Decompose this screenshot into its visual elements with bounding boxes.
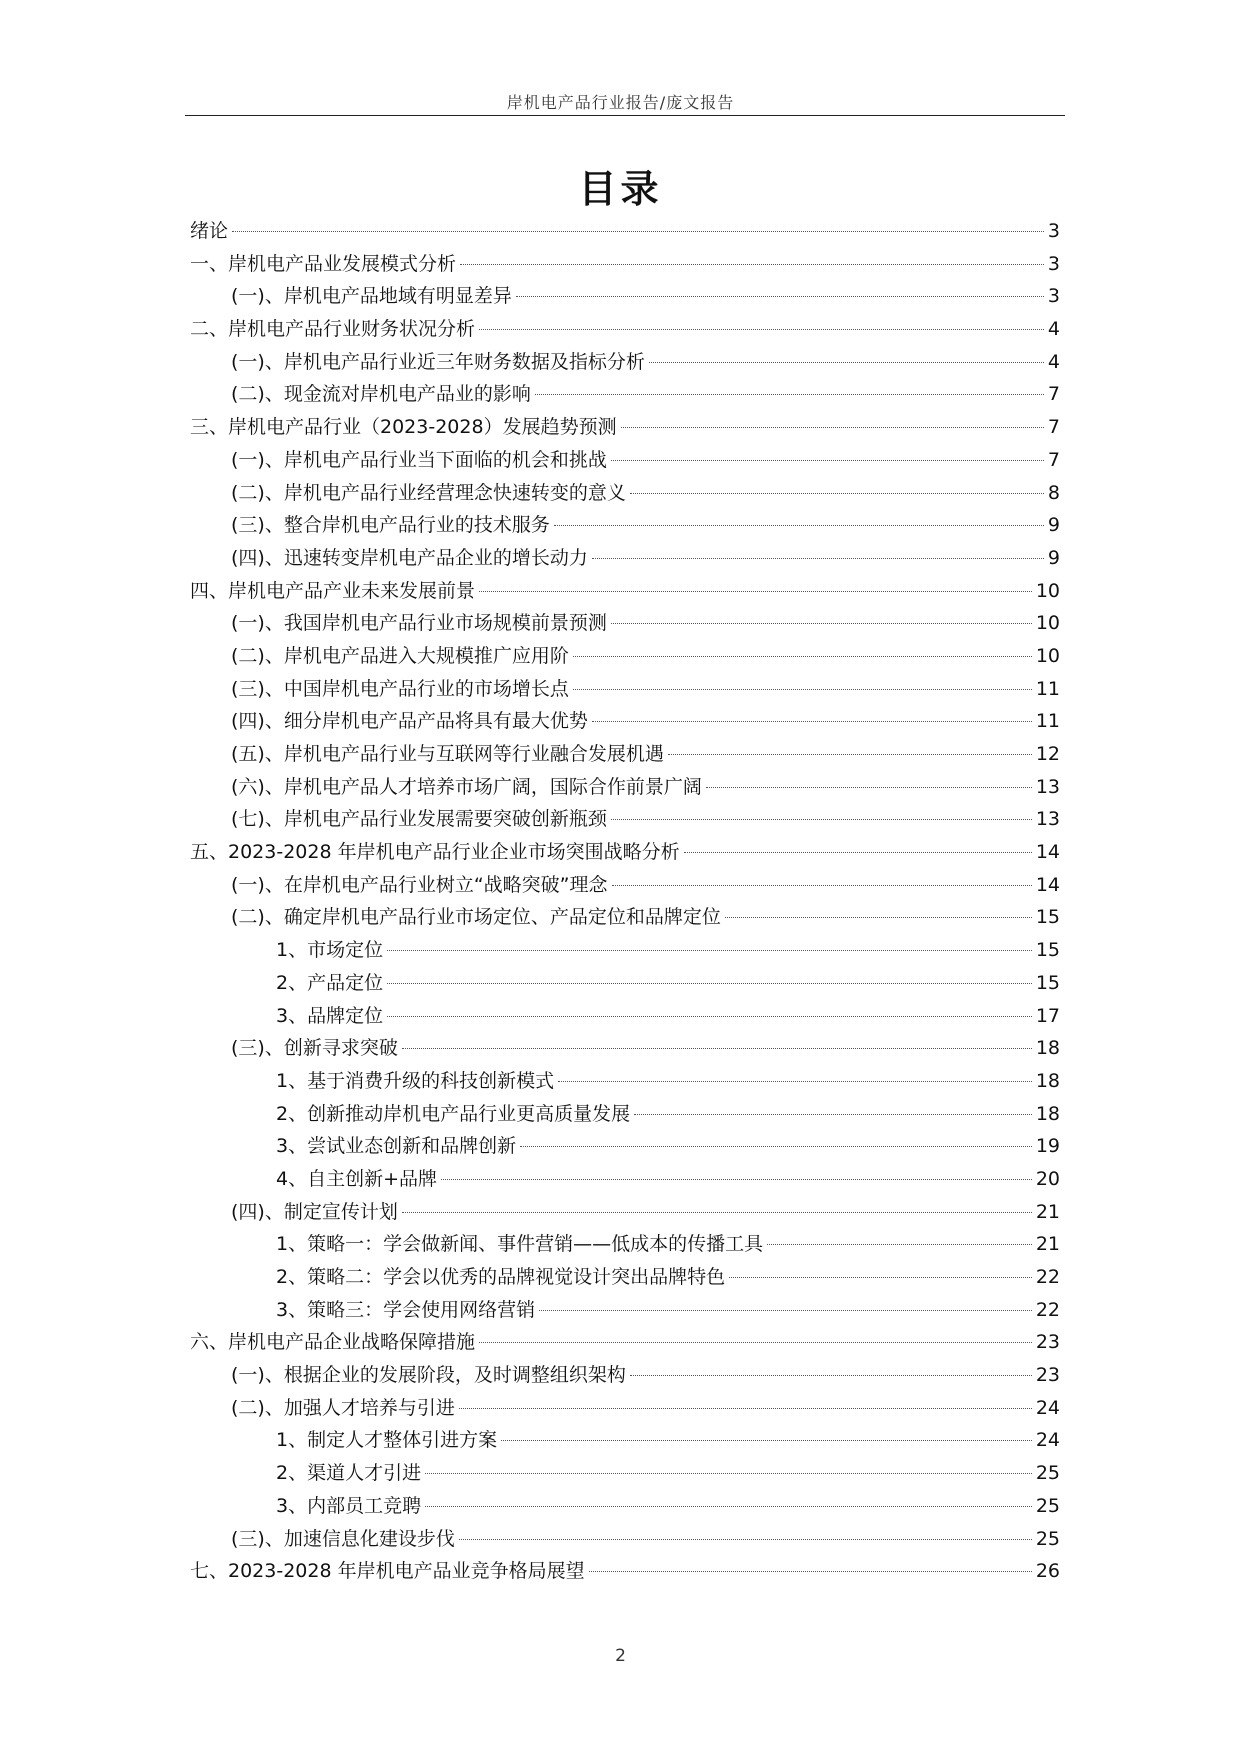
dot-leader [611, 623, 1032, 624]
toc-entry[interactable] [190, 1424, 1060, 1457]
dot-leader [649, 362, 1044, 363]
dot-leader [387, 950, 1032, 951]
toc-entry-title: 五、2023-2028 年岸机电产品行业企业市场突围战略分析 [190, 841, 680, 864]
toc-entry-title: (一)、岸机电产品行业近三年财务数据及指标分析 [231, 350, 645, 373]
toc-entry-title: (一)、在岸机电产品行业树立“战略突破”理念 [231, 873, 608, 896]
toc-entry-title: 六、岸机电产品企业战略保障措施 [190, 1331, 476, 1354]
toc-entry-title: 3、品牌定位 [276, 1004, 384, 1027]
toc-entry[interactable] [190, 673, 1060, 706]
toc-entry-page-number: 22 [1035, 1298, 1060, 1321]
toc-entry-title: (三)、创新寻求突破 [231, 1037, 398, 1060]
toc-entry-page-number: 11 [1035, 677, 1060, 700]
toc-entry-page-number: 3 [1047, 220, 1060, 242]
toc-entry[interactable] [190, 934, 1060, 967]
header-divider [185, 115, 1065, 116]
toc-entry[interactable] [190, 836, 1060, 869]
toc-entry[interactable] [190, 215, 1060, 248]
toc-entry-title: 1、市场定位 [276, 939, 384, 962]
toc-entry-title: (二)、岸机电产品行业经营理念快速转变的意义 [231, 481, 626, 504]
toc-entry-page-number: 25 [1035, 1462, 1060, 1485]
toc-entry-title: (六)、岸机电产品人才培养市场广阔，国际合作前景广阔 [231, 775, 702, 798]
toc-entry-page-number: 13 [1035, 808, 1060, 831]
toc-entry-page-number: 24 [1035, 1429, 1060, 1452]
toc-entry-page-number: 26 [1035, 1560, 1060, 1583]
toc-entry[interactable] [190, 542, 1060, 575]
dot-leader [668, 754, 1032, 755]
toc-entry[interactable] [190, 967, 1060, 1000]
toc-entry[interactable] [190, 705, 1060, 738]
toc-entry[interactable] [190, 248, 1060, 281]
toc-entry-title: 2、创新推动岸机电产品行业更高质量发展 [276, 1102, 631, 1125]
toc-entry-title: (一)、根据企业的发展阶段，及时调整组织架构 [231, 1364, 626, 1387]
toc-entry-page-number: 15 [1035, 939, 1060, 962]
toc-entry[interactable] [190, 1032, 1060, 1065]
dot-leader [441, 1179, 1032, 1180]
toc-entry-title: (一)、我国岸机电产品行业市场规模前景预测 [231, 612, 607, 635]
dot-leader [520, 1146, 1032, 1147]
dot-leader [592, 558, 1044, 559]
toc-entry[interactable] [190, 869, 1060, 902]
dot-leader [729, 1277, 1032, 1278]
toc-entry-title: 4、自主创新+品牌 [276, 1167, 438, 1190]
toc-entry-page-number: 7 [1047, 448, 1060, 471]
toc-entry-page-number: 18 [1035, 1069, 1060, 1092]
dot-leader [706, 787, 1032, 788]
toc-entry[interactable] [190, 1490, 1060, 1523]
dot-leader [612, 885, 1032, 886]
toc-entry-page-number: 23 [1035, 1331, 1060, 1354]
toc-entry-page-number: 10 [1035, 579, 1060, 602]
table-of-contents [190, 215, 1060, 1588]
dot-leader [558, 1081, 1032, 1082]
dot-leader [459, 1539, 1032, 1540]
toc-entry-page-number: 7 [1047, 383, 1060, 406]
toc-entry-page-number: 4 [1047, 318, 1060, 341]
toc-entry-title: 1、制定人才整体引进方案 [276, 1429, 498, 1452]
toc-entry[interactable] [190, 313, 1060, 346]
dot-leader [539, 1310, 1032, 1311]
dot-leader [479, 591, 1032, 592]
toc-entry-page-number: 17 [1035, 1004, 1060, 1027]
toc-entry-page-number: 14 [1035, 841, 1060, 864]
dot-leader [767, 1244, 1032, 1245]
toc-entry-title: (三)、整合岸机电产品行业的技术服务 [231, 514, 550, 537]
toc-entry-title: 二、岸机电产品行业财务状况分析 [190, 318, 476, 341]
toc-entry-title: (三)、中国岸机电产品行业的市场增长点 [231, 677, 569, 700]
toc-entry-title: 2、策略二：学会以优秀的品牌视觉设计突出品牌特色 [276, 1266, 726, 1288]
toc-entry-title: 三、岸机电产品行业（2023-2028）发展趋势预测 [190, 416, 617, 439]
dot-leader [589, 1571, 1032, 1572]
toc-entry-page-number: 14 [1035, 873, 1060, 896]
toc-entry[interactable] [190, 509, 1060, 542]
dot-leader [460, 264, 1044, 265]
toc-entry[interactable] [190, 1555, 1060, 1588]
dot-leader [573, 689, 1032, 690]
toc-entry-page-number: 10 [1035, 612, 1060, 635]
toc-entry-page-number: 11 [1035, 710, 1060, 733]
toc-entry[interactable] [190, 1457, 1060, 1490]
toc-entry[interactable] [190, 1326, 1060, 1359]
toc-entry-title: 2、产品定位 [276, 971, 384, 994]
dot-leader [402, 1212, 1032, 1213]
toc-entry-page-number: 15 [1035, 906, 1060, 929]
toc-entry-page-number: 12 [1035, 743, 1060, 765]
toc-entry[interactable] [190, 803, 1060, 836]
dot-leader [387, 1016, 1032, 1017]
toc-entry-title: (七)、岸机电产品行业发展需要突破创新瓶颈 [231, 808, 607, 831]
toc-entry-title: (四)、细分岸机电产品产品将具有最大优势 [231, 710, 588, 733]
page-number: 2 [615, 1646, 626, 1666]
toc-entry-page-number: 8 [1047, 481, 1060, 504]
toc-entry-page-number: 20 [1035, 1167, 1060, 1190]
toc-entry-title: (二)、加强人才培养与引进 [231, 1396, 455, 1419]
dot-leader [535, 394, 1044, 395]
toc-entry-page-number: 22 [1035, 1266, 1060, 1288]
toc-entry[interactable] [190, 771, 1060, 804]
toc-entry[interactable] [190, 1392, 1060, 1425]
dot-leader [479, 1342, 1032, 1343]
toc-entry-page-number: 21 [1035, 1200, 1060, 1223]
toc-entry-page-number: 7 [1047, 416, 1060, 439]
toc-entry-page-number: 9 [1047, 514, 1060, 537]
page-title: 目录 [578, 167, 663, 211]
toc-entry-title: (一)、岸机电产品行业当下面临的机会和挑战 [231, 448, 607, 471]
toc-entry-page-number: 13 [1035, 775, 1060, 798]
toc-entry-page-number: 24 [1035, 1396, 1060, 1419]
toc-entry-page-number: 18 [1035, 1037, 1060, 1060]
dot-leader [402, 1048, 1032, 1049]
dot-leader [573, 656, 1032, 657]
toc-entry-page-number: 19 [1035, 1135, 1060, 1158]
toc-entry-title: 一、岸机电产品业发展模式分析 [190, 252, 457, 275]
toc-entry-page-number: 10 [1035, 644, 1060, 667]
toc-entry[interactable] [190, 378, 1060, 411]
toc-entry[interactable] [190, 346, 1060, 379]
toc-entry[interactable] [190, 575, 1060, 608]
toc-entry-page-number: 4 [1047, 350, 1060, 373]
dot-leader [516, 296, 1044, 297]
toc-entry-page-number: 15 [1035, 971, 1060, 994]
toc-entry-title: (二)、现金流对岸机电产品业的影响 [231, 383, 531, 406]
dot-leader [611, 460, 1044, 461]
dot-leader [387, 983, 1032, 984]
dot-leader [621, 427, 1044, 428]
toc-entry[interactable] [190, 1523, 1060, 1556]
dot-leader [630, 493, 1044, 494]
toc-entry-page-number: 25 [1035, 1494, 1060, 1517]
toc-entry[interactable] [190, 901, 1060, 934]
toc-entry-page-number: 21 [1035, 1233, 1060, 1256]
dot-leader [630, 1375, 1032, 1376]
dot-leader [425, 1473, 1032, 1474]
toc-entry-page-number: 3 [1047, 285, 1060, 308]
dot-leader [459, 1408, 1032, 1409]
toc-entry-title: 七、2023-2028 年岸机电产品业竞争格局展望 [190, 1560, 585, 1583]
toc-entry-title: (二)、岸机电产品进入大规模推广应用阶 [231, 644, 569, 667]
running-header: 岸机电产品行业报告/庞文报告 [506, 93, 735, 112]
dot-leader [425, 1506, 1032, 1507]
toc-entry-title: (五)、岸机电产品行业与互联网等行业融合发展机遇 [231, 743, 664, 765]
toc-entry-title: (三)、加速信息化建设步伐 [231, 1527, 455, 1550]
toc-entry[interactable] [190, 1196, 1060, 1229]
dot-leader [611, 819, 1032, 820]
toc-entry-page-number: 18 [1035, 1102, 1060, 1125]
toc-entry[interactable] [190, 607, 1060, 640]
toc-entry[interactable] [190, 1065, 1060, 1098]
dot-leader [725, 917, 1032, 918]
dot-leader [479, 329, 1044, 330]
toc-entry-page-number: 3 [1047, 252, 1060, 275]
toc-entry-title: (四)、迅速转变岸机电产品企业的增长动力 [231, 546, 588, 569]
dot-leader [501, 1440, 1032, 1441]
toc-entry[interactable] [190, 444, 1060, 477]
toc-entry[interactable] [190, 411, 1060, 444]
toc-entry[interactable] [190, 1359, 1060, 1392]
toc-entry-title: (一)、岸机电产品地域有明显差异 [231, 285, 512, 308]
toc-entry-title: (四)、制定宣传计划 [231, 1200, 398, 1223]
toc-entry[interactable] [190, 1000, 1060, 1033]
toc-entry[interactable] [190, 477, 1060, 510]
toc-entry[interactable] [190, 1294, 1060, 1327]
toc-entry-title: 3、内部员工竞聘 [276, 1494, 422, 1517]
toc-entry-page-number: 25 [1035, 1527, 1060, 1550]
toc-entry[interactable] [190, 1228, 1060, 1261]
toc-entry-title: 1、基于消费升级的科技创新模式 [276, 1069, 555, 1092]
toc-entry-page-number: 9 [1047, 546, 1060, 569]
toc-entry[interactable] [190, 1261, 1060, 1294]
dot-leader [592, 721, 1032, 722]
toc-entry-title: 1、策略一：学会做新闻、事件营销——低成本的传播工具 [276, 1233, 764, 1256]
toc-entry-title: 2、渠道人才引进 [276, 1462, 422, 1485]
toc-entry[interactable] [190, 280, 1060, 313]
toc-entry[interactable] [190, 1163, 1060, 1196]
toc-entry-title: (二)、确定岸机电产品行业市场定位、产品定位和品牌定位 [231, 906, 721, 929]
toc-entry-page-number: 23 [1035, 1364, 1060, 1387]
dot-leader [232, 231, 1044, 232]
toc-entry[interactable] [190, 640, 1060, 673]
toc-entry-title: 3、尝试业态创新和品牌创新 [276, 1135, 517, 1158]
toc-entry-title: 绪论 [190, 220, 229, 242]
toc-entry[interactable] [190, 1098, 1060, 1131]
toc-entry-title: 四、岸机电产品产业未来发展前景 [190, 579, 476, 602]
toc-entry[interactable] [190, 1130, 1060, 1163]
toc-entry[interactable] [190, 738, 1060, 771]
toc-entry-title: 3、策略三：学会使用网络营销 [276, 1298, 536, 1321]
dot-leader [554, 525, 1044, 526]
dot-leader [634, 1114, 1032, 1115]
dot-leader [684, 852, 1032, 853]
